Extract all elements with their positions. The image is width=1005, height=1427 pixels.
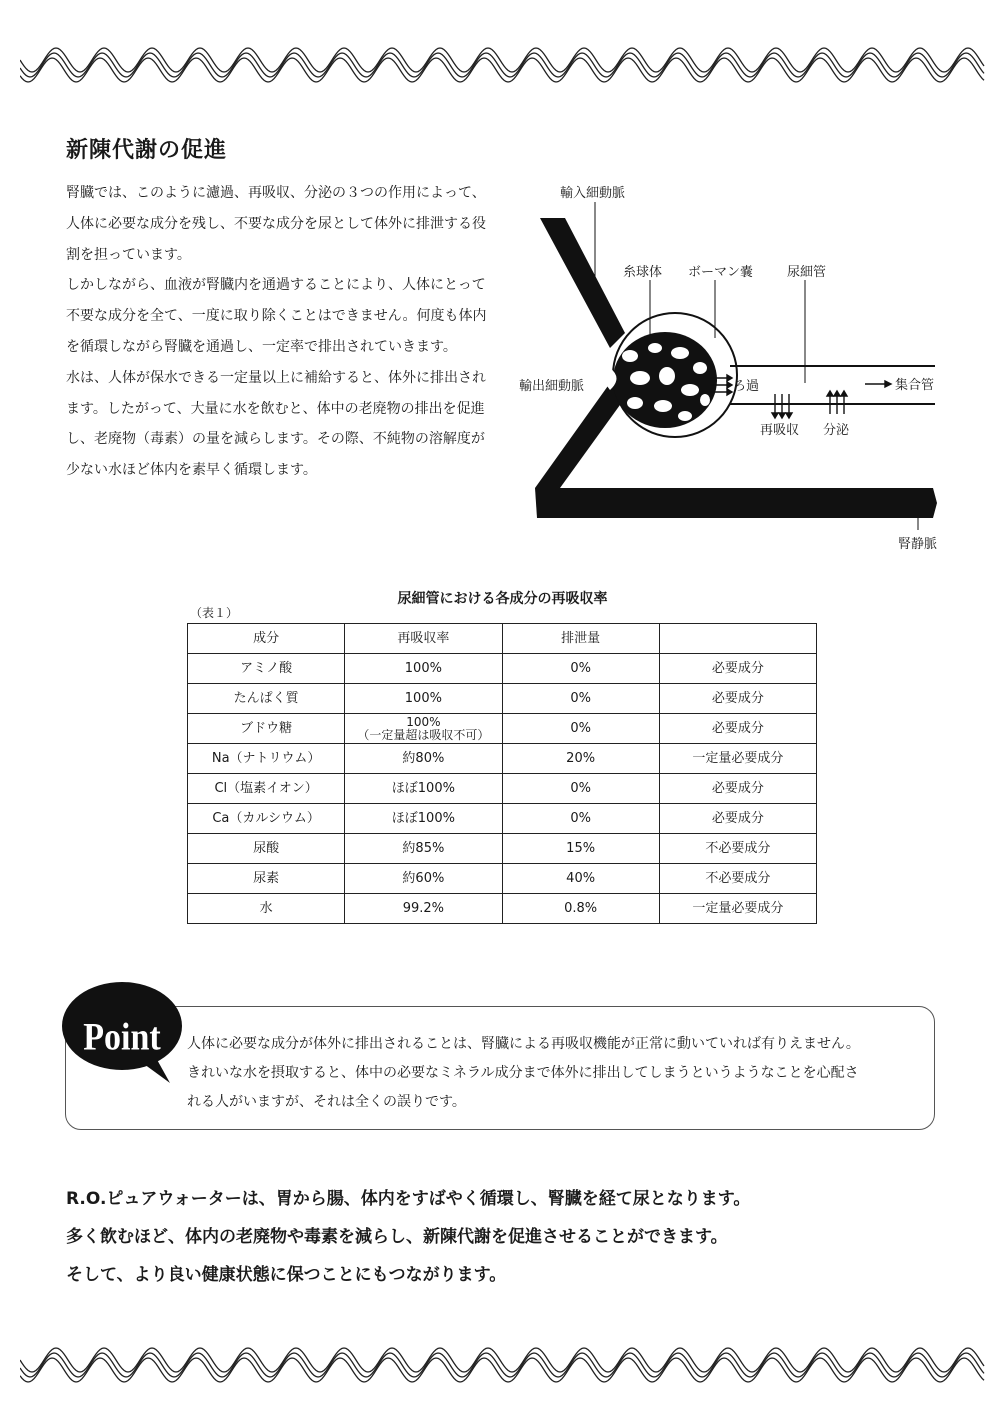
cell-status: 必要成分 <box>659 774 816 804</box>
cell-component: Ca（カルシウム） <box>188 804 345 834</box>
intro-paragraph: 水は、人体が保水できる一定量以上に補給すると、体外に排出されます。したがって、大量に水を飲むと、体中の老廃物の排出を促進し、老廃物（毒素）の量を減らします。その際、不純物の溶解度が少ない水ほど体内を素早く循環します。 <box>66 369 486 479</box>
cell-rate-multi <box>345 714 502 744</box>
label-collecting: 集合管 <box>895 378 935 393</box>
label-glomerulus: 糸球体 <box>623 265 663 280</box>
cell-component: Na（ナトリウム） <box>188 744 345 774</box>
point-badge-label: Point <box>83 1014 161 1058</box>
point-badge-icon <box>60 978 185 1088</box>
cell-excretion: 0% <box>502 774 659 804</box>
cell-excretion: 0% <box>502 654 659 684</box>
cell-component: たんぱく質 <box>188 684 345 714</box>
summary-text <box>66 1180 946 1294</box>
cell-rate: ほぼ100% <box>345 804 502 834</box>
label-filtration: ろ過 <box>733 379 760 394</box>
cell-status: 不必要成分 <box>659 864 816 894</box>
cell-component: ブドウ糖 <box>188 714 345 744</box>
table-row <box>188 654 817 684</box>
label-tubule: 尿細管 <box>787 265 827 280</box>
header-status <box>659 624 816 654</box>
label-bowman: ボーマン嚢 <box>688 265 754 280</box>
cell-component: Cl（塩素イオン） <box>188 774 345 804</box>
nephron-diagram <box>505 178 945 558</box>
label-renal-vein: 腎静脈 <box>898 537 938 552</box>
table-row <box>188 804 817 834</box>
intro-paragraph: 腎臓では、このように濾過、再吸収、分泌の３つの作用によって、人体に必要な成分を残し、不要な成分を尿として体外に排泄する役割を担っています。 <box>66 185 486 263</box>
label-secretion: 分泌 <box>823 423 850 438</box>
table-row <box>188 864 817 894</box>
bottom-wave-border <box>20 1340 985 1390</box>
point-text <box>187 1030 927 1117</box>
cell-excretion: 0% <box>502 714 659 744</box>
cell-status: 不必要成分 <box>659 834 816 864</box>
afferent-arteriole <box>540 218 625 348</box>
header-excretion: 排泄量 <box>502 624 659 654</box>
section-title: 新陳代謝の促進 <box>66 138 228 163</box>
cell-rate: 99.2% <box>345 894 502 924</box>
point-line: 人体に必要な成分が体外に排出されることは、腎臓による再吸収機能が正常に動いていれば有りえません。 <box>187 1036 860 1052</box>
label-afferent: 輸入細動脈 <box>560 186 626 201</box>
table-row <box>188 684 817 714</box>
label-efferent: 輸出細動脈 <box>519 379 585 394</box>
cell-excretion: 0.8% <box>502 894 659 924</box>
table-title: 尿細管における各成分の再吸収率 <box>397 591 608 607</box>
table-header-row <box>188 624 817 654</box>
table-row <box>188 834 817 864</box>
cell-rate-note: （一定量超は吸収不可） <box>357 727 490 742</box>
cell-rate: 100% <box>345 654 502 684</box>
cell-status: 一定量必要成分 <box>659 894 816 924</box>
cell-excretion: 15% <box>502 834 659 864</box>
cell-rate: 約60% <box>345 864 502 894</box>
table-note: （表１） <box>190 606 239 620</box>
reabsorption-table <box>187 623 817 924</box>
summary-line: R.O.ピュアウォーターは、胃から腸、体内をすばやく循環し、腎臓を経て尿となります。 <box>66 1189 751 1209</box>
cell-component: アミノ酸 <box>188 654 345 684</box>
efferent-arteriole <box>535 383 625 488</box>
label-reabsorption: 再吸収 <box>760 423 800 438</box>
point-line: れる人がいますが、それは全くの誤りです。 <box>187 1094 466 1110</box>
cell-excretion: 40% <box>502 864 659 894</box>
summary-line: 多く飲むほど、体内の老廃物や毒素を減らし、新陳代謝を促進させることができます。 <box>66 1227 728 1247</box>
intro-paragraph: しかしながら、血液が腎臓内を通過することにより、人体にとって不要な成分を全て、一度に取り除くことはできません。何度も体内を循環しながら腎臓を通過し、一定率で排出されていきます。 <box>66 277 487 355</box>
cell-excretion: 0% <box>502 804 659 834</box>
table-row <box>188 744 817 774</box>
cell-component: 尿酸 <box>188 834 345 864</box>
cell-rate: ほぼ100% <box>345 774 502 804</box>
cell-component: 尿素 <box>188 864 345 894</box>
cell-component: 水 <box>188 894 345 924</box>
top-wave-border <box>20 40 985 90</box>
cell-status: 必要成分 <box>659 804 816 834</box>
cell-rate: 100% <box>406 714 441 729</box>
point-line: きれいな水を摂取すると、体中の必要なミネラル成分まで体外に排出してしまうというようなことを心配さ <box>187 1065 859 1081</box>
table-row <box>188 894 817 924</box>
cell-excretion: 0% <box>502 684 659 714</box>
cell-status: 必要成分 <box>659 684 816 714</box>
table-row <box>188 714 817 744</box>
header-component: 成分 <box>188 624 345 654</box>
cell-status: 必要成分 <box>659 654 816 684</box>
summary-line: そして、より良い健康状態に保つことにもつながります。 <box>66 1265 507 1285</box>
cell-excretion: 20% <box>502 744 659 774</box>
cell-status: 必要成分 <box>659 714 816 744</box>
cell-rate: 100% <box>345 684 502 714</box>
cell-status: 一定量必要成分 <box>659 744 816 774</box>
renal-vein-band <box>535 488 937 518</box>
cell-rate: 約85% <box>345 834 502 864</box>
intro-text <box>66 178 496 486</box>
cell-rate: 約80% <box>345 744 502 774</box>
header-rate: 再吸収率 <box>345 624 502 654</box>
table-row <box>188 774 817 804</box>
